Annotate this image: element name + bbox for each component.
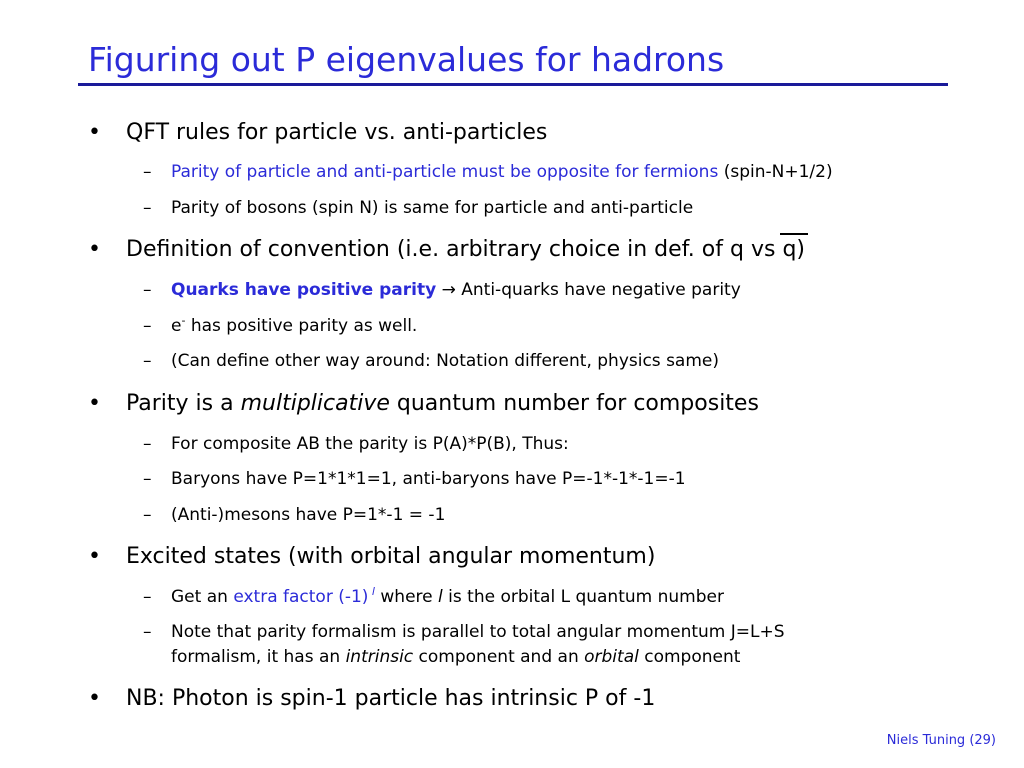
sub-text: where <box>375 587 439 607</box>
bullet-text: Definition of convention (i.e. arbitrary choice in def. of q vs <box>126 237 783 262</box>
sub-text: formalism, it has an <box>171 647 346 667</box>
antiquark-symbol: q <box>782 237 797 262</box>
sub-boson-parity <box>143 198 693 218</box>
sub-text: (spin-N+1/2) <box>718 162 833 182</box>
sub-text: Anti-quarks have negative parity <box>461 280 741 300</box>
sub-text-highlight: extra factor (-1) <box>233 587 369 607</box>
bullet-convention <box>88 237 805 262</box>
sub-dash: – <box>143 587 152 607</box>
sub-text-highlight: Parity of particle and anti-particle must be opposite for fermions <box>171 162 719 182</box>
superscript: - <box>181 314 186 327</box>
sub-text: component <box>638 647 741 667</box>
sub-dash: – <box>143 316 152 336</box>
sub-quark-parity <box>143 280 741 300</box>
bullet-text: QFT rules for particle vs. anti-particles <box>126 120 548 145</box>
sub-composite <box>143 434 569 454</box>
bullet-text: NB: Photon is spin-1 particle has intrinsic P of -1 <box>126 686 656 711</box>
sub-electron-parity <box>143 316 417 336</box>
orbital-l-symbol: l <box>438 587 443 607</box>
sub-dash: – <box>143 162 152 182</box>
sub-text: (Can define other way around: Notation different, physics same) <box>171 351 719 371</box>
sub-dash: – <box>143 351 152 371</box>
slide-title: Figuring out P eigenvalues for hadrons <box>88 40 725 79</box>
sub-text-highlight: Quarks have positive parity <box>171 280 437 300</box>
sub-dash: – <box>143 505 152 525</box>
sub-text: has positive parity as well. <box>185 316 418 336</box>
bullet-text-italic: multiplicative <box>240 391 390 416</box>
sub-text: Get an <box>171 587 234 607</box>
sub-text: component and an <box>413 647 585 667</box>
arrow-icon: → <box>436 280 462 300</box>
sub-parity-formalism-cont <box>171 647 740 667</box>
bullet-dot: • <box>88 120 101 145</box>
sub-text: Note that parity formalism is parallel to total angular momentum J=L+S <box>171 622 785 642</box>
bullet-text-end: quantum number for composites <box>389 391 759 416</box>
sub-text-italic: intrinsic <box>345 647 414 667</box>
footer-author-page: Niels Tuning (29) <box>886 733 996 748</box>
bullet-text-end: ) <box>796 237 805 262</box>
sub-text-italic: orbital <box>584 647 639 667</box>
sub-extra-factor <box>143 587 724 607</box>
bullet-photon <box>88 686 655 711</box>
superscript-l: l <box>368 585 375 598</box>
bullet-dot: • <box>88 544 101 569</box>
sub-parity-formalism <box>143 622 785 642</box>
sub-dash: – <box>143 434 152 454</box>
sub-text: (Anti-)mesons have P=1*-1 = -1 <box>171 505 446 525</box>
sub-dash: – <box>143 280 152 300</box>
electron-symbol: e <box>171 316 182 336</box>
bullet-dot: • <box>88 237 101 262</box>
bullet-dot: • <box>88 391 101 416</box>
bullet-excited-states <box>88 544 655 569</box>
bullet-multiplicative <box>88 391 759 416</box>
bullet-text: Excited states (with orbital angular momentum) <box>126 544 656 569</box>
sub-dash: – <box>143 622 152 642</box>
title-underline <box>78 83 948 86</box>
sub-fermion-parity <box>143 162 833 182</box>
bullet-qft-rules <box>88 120 547 145</box>
sub-text: For composite AB the parity is P(A)*P(B), Thus: <box>171 434 569 454</box>
sub-define-other-way <box>143 351 719 371</box>
sub-mesons <box>143 505 445 525</box>
sub-text: Baryons have P=1*1*1=1, anti-baryons have P=-1*-1*-1=-1 <box>171 469 686 489</box>
sub-baryons <box>143 469 686 489</box>
sub-text: Parity of bosons (spin N) is same for particle and anti-particle <box>171 198 694 218</box>
bullet-dot: • <box>88 686 101 711</box>
bullet-text: Parity is a <box>126 391 241 416</box>
sub-text: is the orbital L quantum number <box>442 587 724 607</box>
sub-dash: – <box>143 198 152 218</box>
sub-dash: – <box>143 469 152 489</box>
